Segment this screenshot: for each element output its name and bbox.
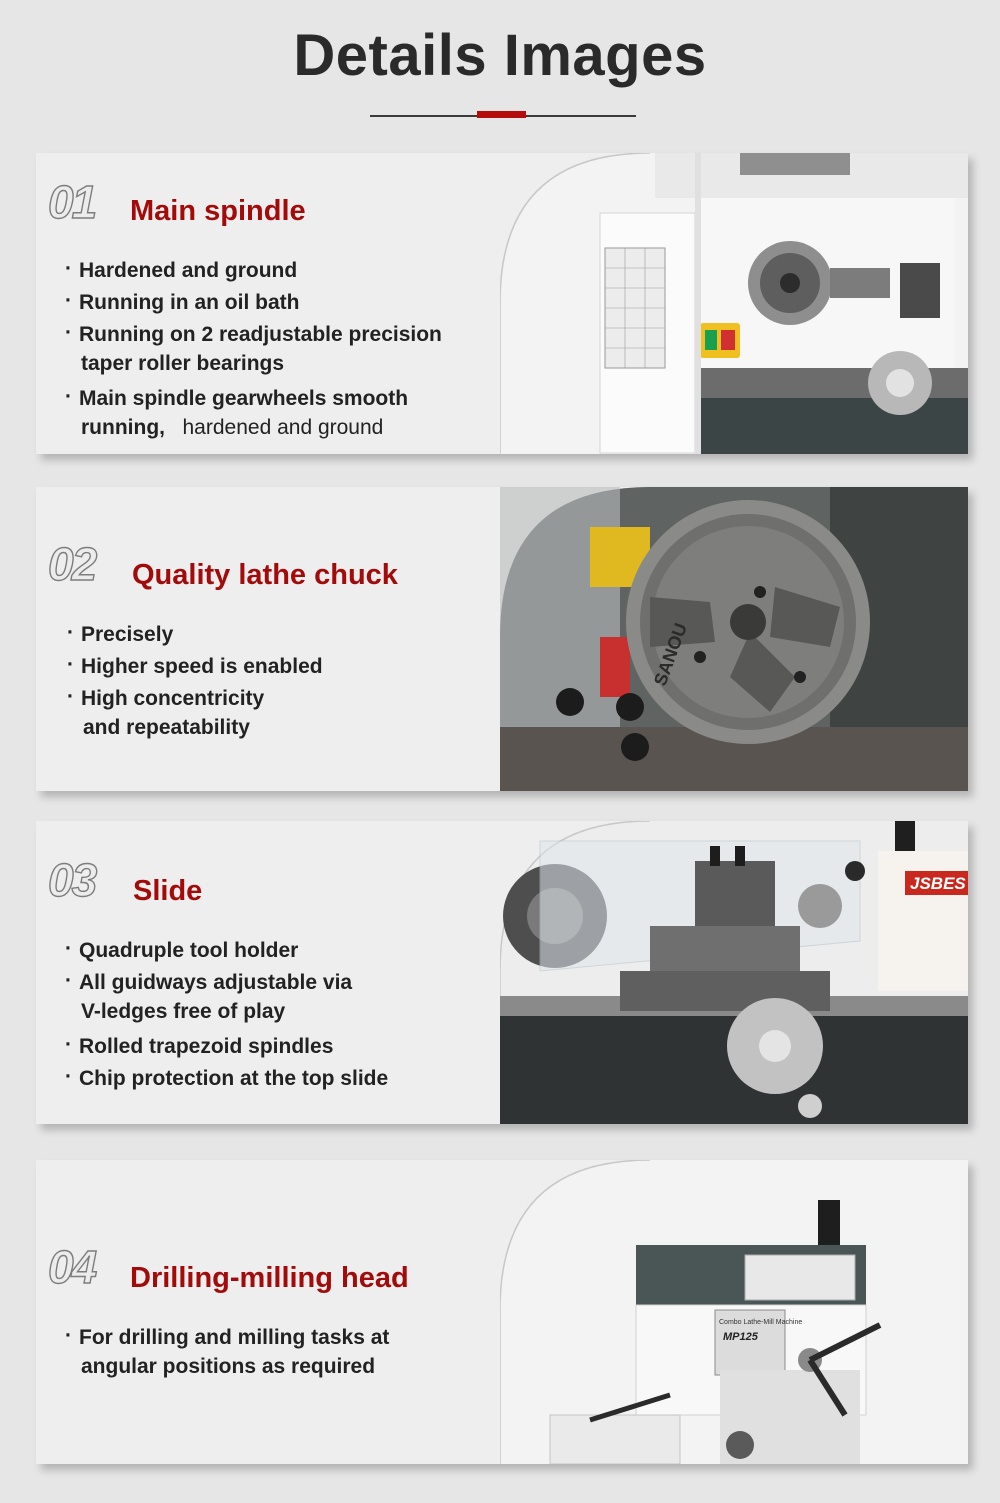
chuck-brand-text: SANOU [649, 620, 691, 689]
page-title: Details Images [293, 23, 707, 88]
feature-list [65, 256, 442, 442]
feature-card-drilling-milling-head [36, 1160, 968, 1464]
feature-card-lathe-chuck [36, 487, 968, 791]
list-item: · Hardened and ground [65, 256, 442, 285]
list-item: · For drilling and milling tasks at angular positions as required [65, 1323, 389, 1381]
list-item: · Quadruple tool holder [65, 936, 388, 965]
section-number: 01 [48, 176, 96, 228]
list-item: · All guidways adjustable via V-ledges free of play [65, 968, 388, 1026]
machine-plate-model: MP125 [723, 1331, 758, 1343]
list-item: · Precisely [67, 620, 323, 649]
title-divider-accent [477, 111, 526, 118]
feature-card-main-spindle [36, 153, 968, 454]
list-item: · Running on 2 readjustable precision taper roller bearings [65, 320, 442, 378]
lathe-chuck-photo [500, 487, 968, 791]
feature-list [67, 620, 323, 742]
section-number: 02 [48, 538, 96, 590]
section-title: Quality lathe chuck [132, 559, 398, 591]
section-number: 04 [48, 1241, 96, 1293]
machine-plate-title: Combo Lathe-Mill Machine [719, 1319, 803, 1326]
list-item: · Rolled trapezoid spindles [65, 1032, 388, 1061]
brand-plate-text: JSBES [910, 874, 966, 893]
list-item: · Running in an oil bath [65, 288, 442, 317]
feature-card-slide [36, 821, 968, 1124]
list-item: · Main spindle gearwheels smooth running, hardened and ground [65, 384, 442, 442]
section-number: 03 [48, 854, 96, 906]
feature-list [65, 936, 388, 1093]
main-spindle-photo [500, 153, 968, 454]
section-title: Drilling-milling head [130, 1262, 409, 1294]
section-title: Slide [133, 875, 203, 907]
section-title: Main spindle [130, 195, 306, 227]
list-item: · Higher speed is enabled [67, 652, 323, 681]
list-item: · Chip protection at the top slide [65, 1064, 388, 1093]
drilling-milling-head-photo [500, 1160, 968, 1464]
feature-list [65, 1323, 389, 1381]
slide-photo [500, 821, 968, 1124]
list-item: · High concentricity and repeatability [67, 684, 323, 742]
